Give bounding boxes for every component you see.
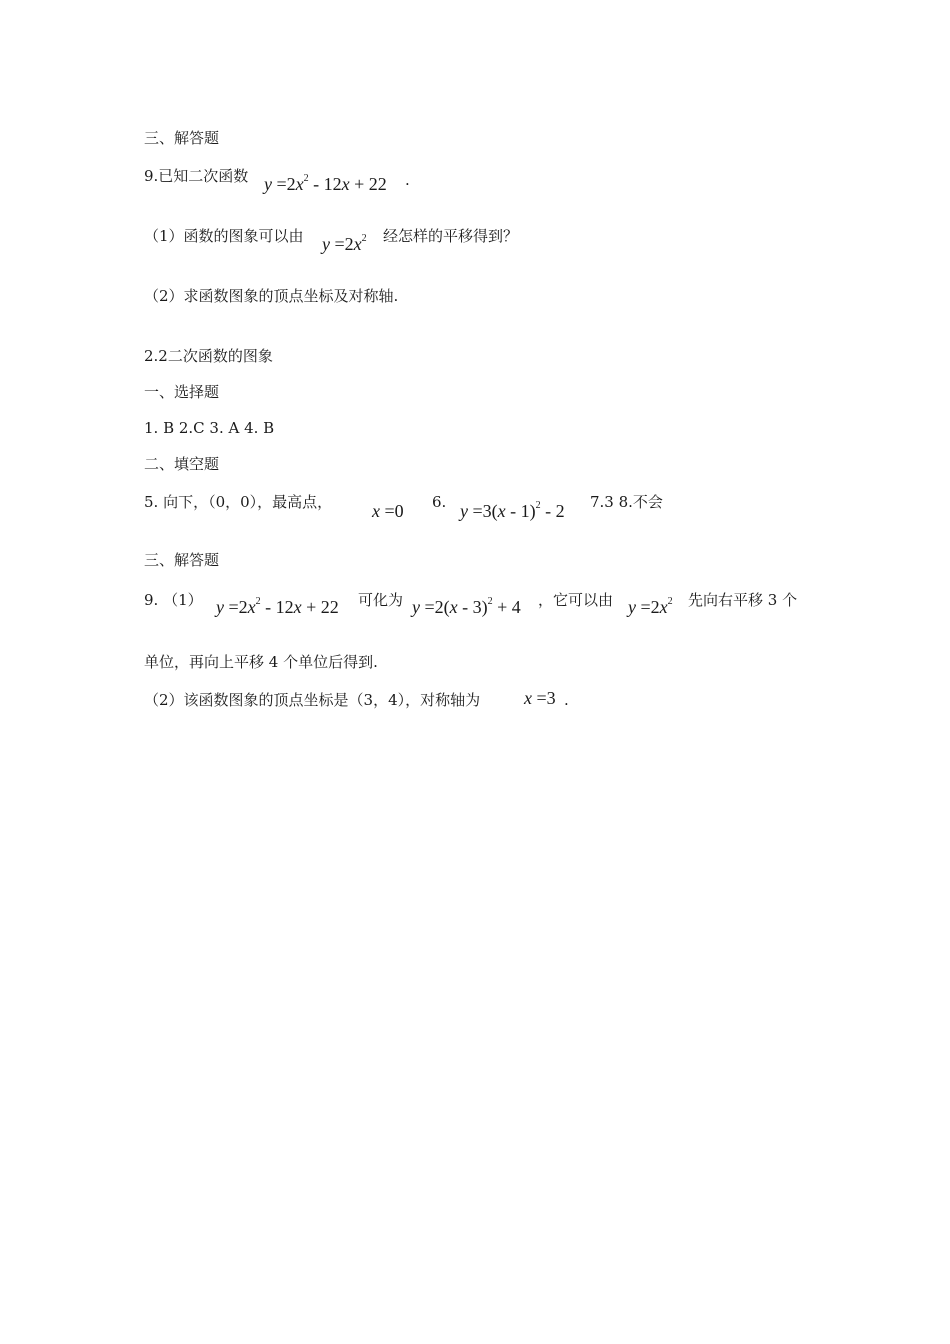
answer-7-8-text: 7.3 8.不会 — [590, 493, 663, 511]
choice-answers: 1. B 2.C 3. A 4. B — [144, 419, 275, 437]
answer-6-label: 6. — [432, 493, 447, 511]
question-9-part1-suffix: 经怎样的平移得到？ — [383, 227, 519, 245]
section-heading-questions: 三、解答题 — [144, 129, 220, 147]
answer-5-text: 5. 向下，（0，0），最高点， — [144, 493, 333, 511]
answer-9-text-2: ，它可以由 — [538, 591, 614, 609]
answer-9-formula-3: $y =2x^2$ — [628, 596, 673, 617]
section-heading-solutions: 三、解答题 — [144, 551, 220, 569]
answer-9-part2-formula: x =3 — [524, 688, 556, 708]
section-heading-choice: 一、选择题 — [144, 383, 220, 401]
question-9-part2: （2）求函数图象的顶点坐标及对称轴. — [144, 287, 399, 305]
answer-6-formula: y =3(x - 1)$^2$ - 2 — [460, 500, 565, 521]
answer-5-formula: x =0 — [372, 501, 404, 521]
question-9-part1-prefix: （1）函数的图象可以由 — [144, 227, 304, 245]
question-9-part1-formula: $y =2x^2$ — [322, 233, 367, 254]
answer-9-part2-suffix: . — [564, 691, 569, 709]
answer-9-formula-1: $y =2x^2 - 12x + 22$ — [216, 596, 339, 617]
answer-9-label: 9. （1） — [144, 591, 203, 609]
answer-9-part2-prefix: （2）该函数图象的顶点坐标是（3，4），对称轴为 — [144, 691, 481, 709]
answer-title: 2.2二次函数的图象 — [144, 347, 273, 365]
question-9-suffix: . — [405, 171, 410, 189]
answer-9-text-4: 单位，再向上平移 4 个单位后得到. — [144, 653, 378, 671]
section-heading-fill: 二、填空题 — [144, 455, 220, 473]
question-9-prefix: 9.已知二次函数 — [144, 167, 249, 185]
answer-9-text-3: 先向右平移 3 个 — [688, 591, 798, 609]
question-9-formula: $y =2x^2 - 12x + 22$ — [264, 173, 387, 194]
answer-9-formula-2: y =2(x - 3)$^2$ + 4 — [412, 596, 521, 617]
answer-9-text-1: 可化为 — [358, 591, 404, 609]
